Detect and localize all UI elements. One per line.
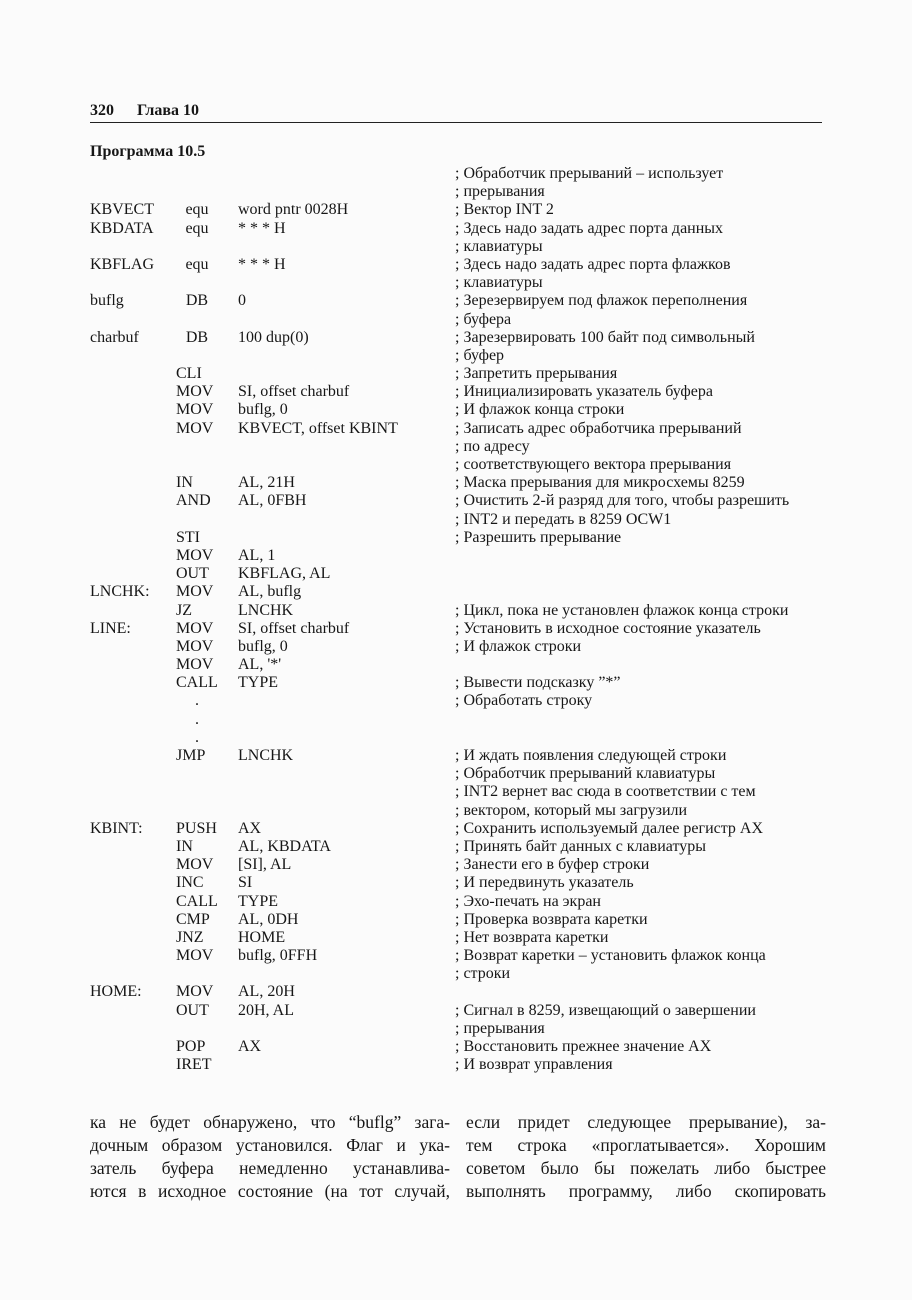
- code-line: [90, 838, 830, 856]
- code-operand: buflg, 0: [238, 637, 288, 655]
- code-comment: ; INT2 и передать в 8259 OCW1: [455, 510, 672, 528]
- code-label: KBDATA: [90, 219, 154, 237]
- code-opcode: AND: [176, 492, 211, 510]
- code-comment: ; прерывания: [455, 1019, 545, 1037]
- code-comment: ; Разрешить прерывание: [455, 528, 622, 546]
- chapter-title: Глава 10: [137, 102, 199, 119]
- program-title: Программа 10.5: [90, 143, 206, 160]
- code-opcode: IN: [176, 474, 193, 492]
- code-label: buflg: [90, 292, 124, 310]
- body-text-line: дочным образом установился. Флаг и ука-: [90, 1135, 450, 1155]
- code-comment: ; Установить в исходное состояние указатель: [455, 619, 761, 637]
- code-line: [90, 620, 830, 638]
- code-opcode: INC: [176, 874, 204, 892]
- code-operand: KBVECT, offset KBINT: [238, 419, 398, 437]
- code-line: [90, 292, 830, 310]
- code-comment: ; соответствующего вектора прерывания: [455, 456, 732, 473]
- code-operand: AL, 20H: [238, 983, 295, 1001]
- code-comment: ; Принять байт данных с клавиатуры: [455, 837, 706, 855]
- code-comment: ; И флажок конца строки: [455, 401, 625, 419]
- code-line: [90, 383, 830, 401]
- code-operand: 20H, AL: [238, 1001, 294, 1019]
- body-text-line: затель буфера немедленно устанавлива-: [90, 1158, 450, 1178]
- code-comment: ; Обработчик прерываний клавиатуры: [455, 765, 716, 783]
- code-comment: ; Инициализировать указатель буфера: [455, 383, 713, 401]
- code-operand: AL, KBDATA: [238, 837, 331, 855]
- code-comment: ; Здесь надо задать адрес порта данных: [455, 219, 724, 237]
- body-text-line: ка не будет обнаружено, что “buflg” зага-: [90, 1112, 450, 1132]
- code-operand: AX: [238, 819, 262, 837]
- code-opcode: JMP: [176, 747, 206, 764]
- code-line: [90, 747, 830, 765]
- code-comment: ; Эхо-печать на экран: [455, 892, 601, 910]
- code-opcode: JNZ: [176, 928, 204, 946]
- code-comment: ; И флажок строки: [455, 637, 582, 655]
- code-line: [90, 820, 830, 838]
- code-line: [90, 638, 830, 656]
- code-opcode: MOV: [176, 619, 214, 637]
- code-opcode: DB: [185, 328, 209, 346]
- code-comment: ; Вывести подсказку ”*”: [455, 674, 621, 692]
- code-opcode: equ: [185, 255, 209, 273]
- code-opcode: OUT: [176, 565, 209, 583]
- code-opcode: .: [195, 728, 199, 746]
- code-line: [90, 874, 830, 892]
- code-line: [90, 893, 830, 911]
- code-line: [90, 565, 830, 583]
- code-line: [90, 492, 830, 510]
- code-line: [90, 511, 830, 529]
- code-opcode: STI: [176, 528, 200, 546]
- code-opcode: OUT: [176, 1001, 209, 1019]
- code-line: [90, 547, 830, 565]
- body-text-right-column: [466, 1111, 826, 1203]
- code-opcode: .: [195, 710, 199, 728]
- code-line: [90, 256, 830, 274]
- code-opcode: MOV: [176, 401, 214, 419]
- code-operand: LNCHK: [238, 601, 294, 619]
- code-comment: ; Вектор INT 2: [455, 201, 554, 219]
- code-operand: AX: [238, 1038, 262, 1055]
- body-text-line: ются в исходное состояние (на тот случай,: [90, 1181, 450, 1201]
- code-comment: ; Зарезервировать 100 байт под символьный: [455, 328, 755, 346]
- code-operand: HOME: [238, 928, 286, 946]
- code-comment: ; Нет возврата каретки: [455, 928, 609, 946]
- code-line: [90, 856, 830, 874]
- code-line: [90, 438, 830, 456]
- code-comment: ; И передвинуть указатель: [455, 874, 634, 892]
- code-line: [90, 929, 830, 947]
- code-opcode: equ: [185, 201, 209, 219]
- code-line: [90, 783, 830, 801]
- code-comment: ; Здесь надо задать адрес порта флажков: [455, 255, 731, 273]
- code-opcode: MOV: [176, 637, 214, 655]
- code-comment: ; клавиатуры: [455, 237, 543, 255]
- code-comment: ; Сохранить используемый далее регистр AX: [455, 819, 764, 837]
- body-text-left-column: [90, 1111, 450, 1203]
- code-operand: AL, '*': [238, 656, 282, 674]
- code-comment: ; буфер: [455, 346, 505, 364]
- code-operand: 0: [238, 292, 246, 310]
- code-opcode: DB: [185, 292, 209, 310]
- code-opcode: MOV: [176, 856, 214, 874]
- code-comment: ; Цикл, пока не установлен флажок конца строки: [455, 601, 789, 619]
- code-operand: buflg, 0FFH: [238, 947, 318, 965]
- code-opcode: IRET: [176, 1056, 212, 1074]
- code-line: [90, 692, 830, 710]
- code-operand: SI, offset charbuf: [238, 383, 350, 401]
- code-comment: ; Обработчик прерываний – использует: [455, 165, 724, 182]
- code-operand: SI, offset charbuf: [238, 619, 350, 637]
- code-line: [90, 802, 830, 820]
- code-operand: buflg, 0: [238, 401, 288, 419]
- code-opcode: MOV: [176, 583, 214, 601]
- body-text-line: тем строка «проглатывается». Хорошим: [466, 1135, 826, 1155]
- code-comment: ; И ждать появления следующей строки: [455, 747, 727, 764]
- code-line: [90, 165, 830, 183]
- code-line: [90, 238, 830, 256]
- code-comment: ; Восстановить прежнее значение AX: [455, 1038, 712, 1055]
- code-operand: TYPE: [238, 892, 278, 910]
- code-label: LINE:: [90, 619, 131, 637]
- code-label: LNCHK:: [90, 583, 150, 601]
- code-label: HOME:: [90, 983, 142, 1001]
- code-operand: AL, 0FBH: [238, 492, 307, 510]
- code-line: [90, 401, 830, 419]
- code-line: [90, 1056, 830, 1074]
- code-comment: ; Записать адрес обработчика прерываний: [455, 419, 742, 437]
- code-opcode: .: [195, 692, 199, 710]
- code-operand: * * * H: [238, 219, 286, 237]
- code-opcode: CALL: [176, 674, 218, 692]
- code-operand: word pntr 0028H: [238, 201, 349, 219]
- code-operand: AL, buflg: [238, 583, 302, 601]
- code-line: [90, 656, 830, 674]
- code-line: [90, 220, 830, 238]
- code-line: [90, 183, 830, 201]
- code-comment: ; прерывания: [455, 183, 545, 201]
- code-operand: AL, 0DH: [238, 910, 299, 928]
- code-comment: ; вектором, который мы загрузили: [455, 801, 688, 819]
- body-text-line: если придет следующее прерывание), за-: [466, 1112, 826, 1132]
- code-operand: [SI], AL: [238, 856, 292, 874]
- code-operand: SI: [238, 874, 253, 892]
- code-opcode: IN: [176, 837, 193, 855]
- code-comment: ; Занести его в буфер строки: [455, 856, 650, 874]
- code-comment: ; по адресу: [455, 437, 530, 455]
- code-comment: ; Маска прерывания для микросхемы 8259: [455, 474, 745, 492]
- code-line: [90, 311, 830, 329]
- code-line: [90, 765, 830, 783]
- code-operand: KBFLAG, AL: [238, 565, 331, 583]
- code-line: [90, 474, 830, 492]
- code-opcode: CALL: [176, 892, 218, 910]
- code-line: [90, 583, 830, 601]
- code-comment: ; Зерезервируем под флажок переполнения: [455, 292, 748, 310]
- code-line: [90, 420, 830, 438]
- code-line: [90, 365, 830, 383]
- code-opcode: MOV: [176, 383, 214, 401]
- code-line: [90, 947, 830, 965]
- code-comment: ; INT2 вернет вас сюда в соответствии с тем: [455, 783, 756, 801]
- code-line: [90, 347, 830, 365]
- code-opcode: equ: [185, 219, 209, 237]
- code-opcode: PUSH: [176, 819, 217, 837]
- code-opcode: MOV: [176, 947, 214, 965]
- code-line: [90, 1002, 830, 1020]
- code-line: [90, 329, 830, 347]
- code-opcode: MOV: [176, 419, 214, 437]
- code-line: [90, 529, 830, 547]
- code-opcode: MOV: [176, 983, 214, 1001]
- code-line: [90, 911, 830, 929]
- code-comment: ; И возврат управления: [455, 1056, 613, 1074]
- code-line: [90, 983, 830, 1001]
- code-line: [90, 201, 830, 219]
- code-operand: AL, 21H: [238, 474, 295, 492]
- code-comment: ; Очистить 2-й разряд для того, чтобы разрешить: [455, 492, 790, 510]
- body-text-line: выполнять программу, либо скопировать: [466, 1181, 826, 1201]
- code-label: KBFLAG: [90, 255, 155, 273]
- code-comment: ; Обработать строку: [455, 692, 593, 710]
- code-operand: 100 dup(0): [238, 328, 309, 346]
- code-opcode: CMP: [176, 910, 210, 928]
- code-label: KBVECT: [90, 201, 154, 219]
- page-header: [90, 102, 822, 123]
- code-line: [90, 1038, 830, 1056]
- code-operand: LNCHK: [238, 747, 294, 764]
- code-opcode: POP: [176, 1038, 206, 1055]
- code-line: [90, 711, 830, 729]
- code-line: [90, 456, 830, 474]
- code-operand: * * * H: [238, 255, 286, 273]
- code-comment: ; Запретить прерывания: [455, 365, 618, 383]
- code-comment: ; буфера: [455, 310, 512, 328]
- code-opcode: CLI: [176, 365, 202, 383]
- code-label: KBINT:: [90, 819, 143, 837]
- code-operand: AL, 1: [238, 546, 276, 564]
- code-line: [90, 274, 830, 292]
- code-line: [90, 965, 830, 983]
- body-text-line: советом было бы пожелать либо быстрее: [466, 1158, 826, 1178]
- page-number: 320: [90, 102, 114, 119]
- code-opcode: MOV: [176, 656, 214, 674]
- code-comment: ; Проверка возврата каретки: [455, 910, 648, 928]
- code-operand: TYPE: [238, 674, 278, 692]
- code-opcode: JZ: [176, 601, 192, 619]
- code-line: [90, 674, 830, 692]
- code-comment: ; Возврат каретки – установить флажок конца: [455, 947, 766, 965]
- code-comment: ; клавиатуры: [455, 274, 543, 292]
- code-line: [90, 602, 830, 620]
- code-opcode: MOV: [176, 546, 214, 564]
- code-listing: [90, 165, 830, 1074]
- code-line: [90, 729, 830, 747]
- code-label: charbuf: [90, 328, 139, 346]
- code-comment: ; Сигнал в 8259, извещающий о завершении: [455, 1001, 756, 1019]
- code-line: [90, 1020, 830, 1038]
- code-comment: ; строки: [455, 965, 511, 983]
